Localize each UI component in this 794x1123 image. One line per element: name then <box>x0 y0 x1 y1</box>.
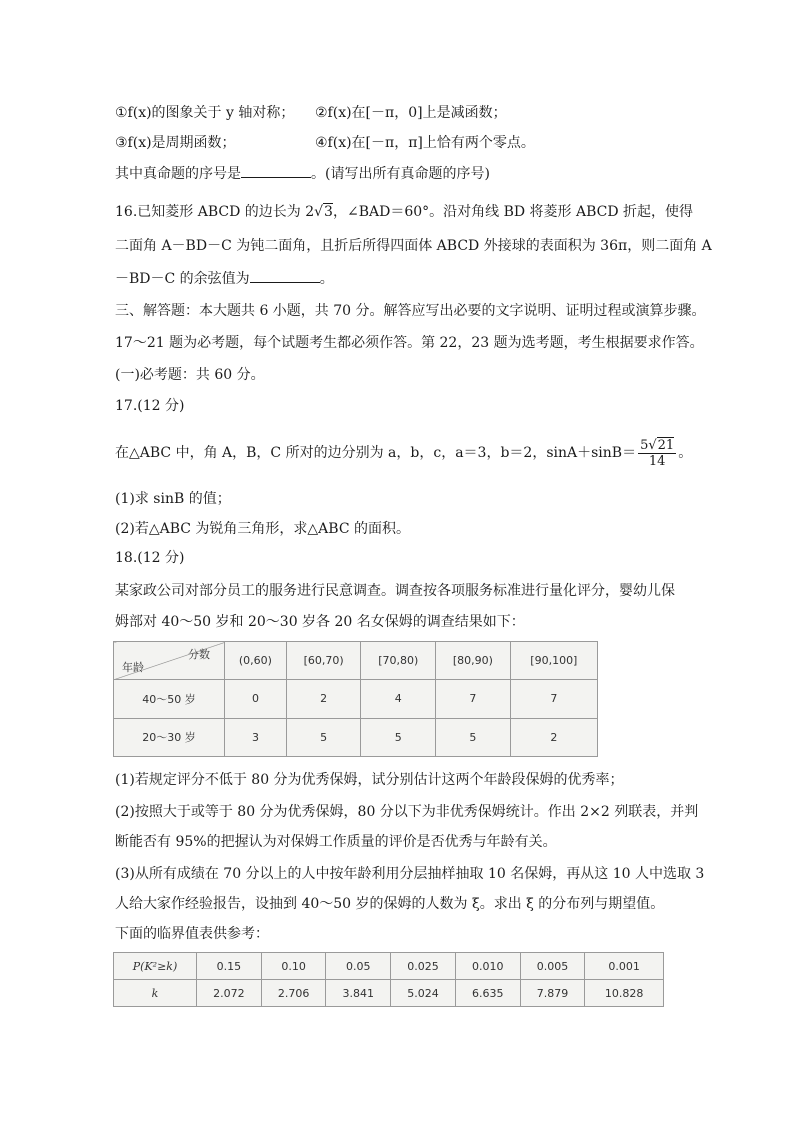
table-cell: 2 <box>510 718 597 756</box>
q18-stem-line-2: 姆部对 40～50 岁和 20～30 岁各 20 名女保姆的调查结果如下： <box>115 614 525 630</box>
q17-part-2: (2)若△ABC 为锐角三角形，求△ABC 的面积。 <box>115 521 411 537</box>
table-cell: 7 <box>510 680 597 718</box>
q17-stem-text: 在△ABC 中，角 A，B，C 所对的边分别为 a，b，c，a＝3，b＝2，sinA＋sinB＝ <box>115 445 637 461</box>
q15-prompt-text: 其中真命题的序号是 <box>115 166 241 182</box>
q15-option-1: ①f(x)的图象关于 y 轴对称； <box>115 105 295 121</box>
q18-part-2-line-2: 断能否有 95%的把握认为对保姆工作质量的评价是否优秀与年龄有关。 <box>115 834 557 850</box>
row-label: P(K²≥k) <box>114 953 197 980</box>
sqrt-symbol: √ <box>648 437 657 453</box>
q16-text-b: ，∠BAD＝60°。沿对角线 BD 将菱形 ABCD 折起，使得 <box>332 204 694 220</box>
row-label: k <box>114 980 197 1007</box>
table-row <box>114 953 664 980</box>
table-cell: 0.10 <box>261 953 326 980</box>
q15-option-4: ④f(x)在[－π，π]上恰有两个零点。 <box>315 135 535 151</box>
table-cell: 0.05 <box>326 953 391 980</box>
table-header-row <box>114 642 598 680</box>
q16-line-1 <box>115 202 693 222</box>
section3-line-2: 17～21 题为必考题，每个试题考生都必须作答。第 22，23 题为选考题，考生根据要求作答。 <box>115 335 704 351</box>
table-cell: 5 <box>286 718 361 756</box>
q16-text-d: 。 <box>319 271 334 287</box>
row-label: 20～30 岁 <box>114 718 225 756</box>
table-cell: 2.706 <box>261 980 326 1007</box>
fraction-denominator: 14 <box>648 453 666 469</box>
q18-stem-line-1: 某家政公司对部分员工的服务进行民意调查。调查按各项服务标准进行量化评分，婴幼儿保 <box>115 583 675 599</box>
q18-heading: 18.(12 分) <box>115 550 185 566</box>
column-header: [90,100] <box>510 642 597 680</box>
column-header: [60,70) <box>286 642 361 680</box>
answer-blank <box>241 163 311 178</box>
q18-part-3-line-2: 人给大家作经验报告，设抽到 40～50 岁的保姆的人数为 ξ。求出 ξ 的分布列与期望值。 <box>115 896 665 912</box>
q18-part-2-line-1: (2)按照大于或等于 80 分为优秀保姆，80 分以下为非优秀保姆统计。作出 2×2 列联表，并判 <box>115 804 699 820</box>
sqrt-symbol: √ <box>314 204 324 220</box>
numerator-coefficient: 5 <box>640 437 649 453</box>
score-distribution-table <box>113 641 598 757</box>
numerator-radicand: 21 <box>657 437 675 453</box>
q16-text-a: 16.已知菱形 ABCD 的边长为 2 <box>115 204 315 220</box>
table-cell: 2.072 <box>197 980 262 1007</box>
table-cell: 7 <box>436 680 511 718</box>
table-cell: 0.005 <box>520 953 585 980</box>
column-header: [80,90) <box>436 642 511 680</box>
table-cell: 3.841 <box>326 980 391 1007</box>
corner-label-age: 年龄 <box>122 661 144 675</box>
column-header: (0,60) <box>225 642 287 680</box>
critical-value-table <box>113 952 664 1007</box>
table-cell: 5.024 <box>391 980 456 1007</box>
table-row <box>114 718 598 756</box>
q16-line-3 <box>115 268 334 289</box>
table-cell: 0.15 <box>197 953 262 980</box>
q18-part-1: (1)若规定评分不低于 80 分为优秀保姆，试分别估计这两个年龄段保姆的优秀率； <box>115 772 624 788</box>
q18-reference-note: 下面的临界值表供参考： <box>115 926 269 942</box>
q15-prompt <box>115 163 490 184</box>
table-cell: 0.010 <box>455 953 520 980</box>
q17-heading: 17.(12 分) <box>115 398 185 414</box>
section3-line-1: 三、解答题：本大题共 6 小题，共 70 分。解答应写出必要的文字说明、证明过程或演算步骤。 <box>115 303 706 319</box>
q15-option-2: ②f(x)在[－π，0]上是减函数； <box>315 105 507 121</box>
table-cell: 3 <box>225 718 287 756</box>
table-cell: 5 <box>361 718 436 756</box>
fraction <box>638 438 676 469</box>
table-cell: 10.828 <box>585 980 664 1007</box>
q15-prompt-tail: 。(请写出所有真命题的序号) <box>311 166 490 182</box>
q15-option-3: ③f(x)是周期函数； <box>115 135 236 151</box>
table-cell: 6.635 <box>455 980 520 1007</box>
corner-label-score: 分数 <box>188 648 210 661</box>
table-cell: 7.879 <box>520 980 585 1007</box>
q18-part-3-line-1: (3)从所有成绩在 70 分以上的人中按年龄利用分层抽样抽取 10 名保姆，再从这 10 人中选取 3 <box>115 866 705 882</box>
table-corner-cell <box>114 642 225 680</box>
table-row <box>114 980 664 1007</box>
table-cell: 0.025 <box>391 953 456 980</box>
q16-text-c: －BD－C 的余弦值为 <box>115 271 250 287</box>
column-header: [70,80) <box>361 642 436 680</box>
answer-blank <box>250 268 320 283</box>
q17-stem-tail: 。 <box>678 445 693 461</box>
fraction-numerator <box>638 438 676 454</box>
q17-stem <box>115 435 692 471</box>
q17-part-1: (1)求 sinB 的值； <box>115 491 231 507</box>
q16-sqrt-value: 3 <box>324 204 333 220</box>
row-label: 40～50 岁 <box>114 680 225 718</box>
table-cell: 0.001 <box>585 953 664 980</box>
table-cell: 2 <box>286 680 361 718</box>
q16-line-2: 二面角 A－BD－C 为钝二面角，且折后所得四面体 ABCD 外接球的表面积为 36π，则二面角 A <box>115 238 712 254</box>
table-row <box>114 680 598 718</box>
section3-line-3: (一)必考题：共 60 分。 <box>115 367 265 383</box>
table-cell: 4 <box>361 680 436 718</box>
table-cell: 5 <box>436 718 511 756</box>
table-cell: 0 <box>225 680 287 718</box>
